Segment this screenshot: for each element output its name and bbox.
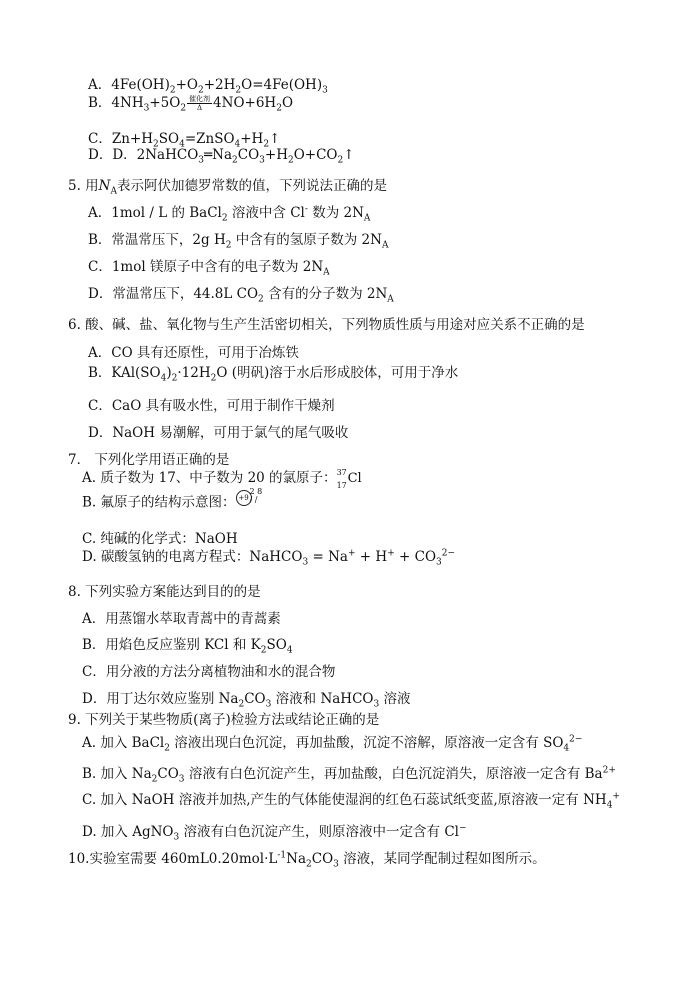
superscript: 2− [569, 734, 583, 745]
q9-stem [68, 711, 379, 729]
element-symbol: Cl [347, 470, 362, 486]
superscript: 2+ [602, 765, 616, 776]
subscript: 3 [333, 859, 339, 870]
option-label: A． [88, 77, 112, 93]
question-text: 10.实验室需要 460mL0.20mol·L [68, 851, 278, 867]
subscript: 2 [287, 155, 294, 166]
subscript: 2 [263, 139, 270, 150]
eq-text: 2NaHCO [136, 147, 199, 163]
subscript: A [323, 267, 330, 278]
q9-option-a [82, 734, 582, 752]
eq-text: +O [175, 77, 198, 93]
q7-option-d [82, 548, 455, 566]
option-text: A. 加入 BaCl [82, 735, 165, 751]
option-text: B．KAl(SO [88, 365, 161, 381]
eq-text: +H [240, 131, 264, 147]
subscript: A [381, 240, 389, 251]
option-text: C．1mol 镁原子中含有的电子数为 2N [88, 259, 324, 275]
eq-text: O+CO [293, 147, 338, 163]
subscript: 3 [436, 557, 442, 568]
superscript: + [347, 548, 356, 559]
shell-electrons: 8 [257, 487, 263, 496]
subscript: 4 [179, 139, 185, 150]
option-label: B． [88, 95, 112, 111]
subscript: 3 [143, 103, 150, 114]
option-text: O (明矾)溶于水后形成胶体，可用于净水 [216, 365, 459, 381]
superscript: − [458, 823, 467, 834]
superscript: -1 [277, 850, 287, 861]
option-text: SO [266, 637, 287, 653]
eq-text: ↑ [343, 147, 355, 163]
option-text: = Na [308, 549, 348, 565]
eq-text: Zn+H [111, 131, 154, 147]
shell-electrons: 2 [249, 487, 255, 496]
q7-stem [68, 451, 229, 469]
option-text: ) [166, 365, 172, 381]
q6-option-c [88, 397, 335, 415]
subscript: 2 [151, 774, 158, 785]
eq-text: 4Fe(OH) [111, 77, 170, 93]
q5-stem [68, 177, 387, 195]
chlorine-nuclide [336, 467, 362, 490]
question-text: Na [286, 851, 307, 867]
subscript: 3 [302, 557, 309, 568]
subscript: 4 [563, 743, 570, 754]
subscript: 3 [373, 699, 380, 710]
option-text: A．CO 具有还原性，可用于冶炼铁 [88, 345, 299, 361]
subscript: A [387, 294, 394, 305]
subscript: 2 [169, 85, 176, 96]
nucleus: +9 [236, 490, 252, 506]
subscript: 4 [234, 139, 241, 150]
subscript: 4 [160, 373, 167, 384]
superscript: 2− [441, 548, 456, 559]
option-text: C．CaO 具有吸水性，可用于制作干燥剂 [88, 398, 335, 414]
question-text: 9. 下列关于某些物质(离子)检验方法或结论正确的是 [68, 712, 380, 728]
option-text: ·12H [177, 365, 211, 381]
q5-option-b [88, 231, 388, 249]
option-text: D．NaOH 易潮解，可用于氯气的尾气吸收 [88, 425, 349, 441]
q9-option-b [82, 765, 616, 783]
q8-option-b [82, 636, 293, 654]
fluorine-structure-diagram [236, 488, 262, 518]
eq-text: 4NO+6H [213, 95, 277, 111]
eq-text: CO [237, 147, 260, 163]
eq-text: O [281, 95, 294, 111]
subscript: 2 [337, 155, 344, 166]
option-text: B. 氟原子的结构示意图： [82, 494, 236, 511]
question-text: CO [311, 851, 334, 867]
q5-option-a [88, 204, 370, 222]
electron-shells: 2 8 / / [249, 487, 263, 504]
subscript: 2 [164, 743, 170, 754]
subscript: 2 [197, 85, 204, 96]
option-label: C． [88, 131, 112, 147]
q7-option-b [82, 488, 262, 518]
reaction-condition [187, 95, 212, 112]
superscript: + [612, 791, 620, 802]
atomic-number: 17 [336, 480, 347, 490]
option-text: + CO [394, 549, 437, 565]
option-text: 含有的分子数为 2N [263, 286, 388, 302]
catalyst-label: 催化剂 [189, 95, 211, 103]
question-text: 溶液，某同学配制过程如图所示。 [338, 851, 546, 867]
subscript: 4 [606, 800, 613, 811]
q7-option-c [82, 530, 238, 548]
eq-text: SO [158, 131, 180, 147]
eq-text: +5O [149, 95, 181, 111]
option-text: 中含有的氢原子数为 2N [231, 232, 382, 248]
q5-option-d [88, 285, 394, 303]
eq-text: O=4Fe(OH) [241, 77, 323, 93]
q5-option-c [88, 258, 330, 276]
q8-option-d [82, 690, 411, 708]
q4-option-d [88, 146, 355, 164]
option-text: D．用丁达尔效应鉴别 Na [82, 691, 239, 707]
eq-text: ═Na [204, 147, 233, 163]
q4-option-b [88, 94, 293, 112]
option-text: D．常温常压下，44.8L CO [88, 286, 259, 302]
avogadro-symbol: N [98, 178, 111, 194]
subscript: 2 [225, 240, 232, 251]
subscript: 2 [306, 859, 312, 870]
subscript: 2 [221, 213, 228, 224]
q6-option-a [88, 344, 299, 362]
subscript: 2 [238, 699, 245, 710]
q8-stem [68, 583, 261, 601]
option-text: 溶液出现白色沉淀，再加盐酸，沉淀不溶解，原溶液一定含有 SO [169, 735, 564, 751]
eq-text: +2H [203, 77, 236, 93]
subscript: 3 [198, 155, 205, 166]
subscript: A [110, 186, 117, 197]
question-text: 7． 下列化学用语正确的是 [68, 452, 230, 468]
q6-stem [68, 316, 585, 334]
eq-text: +H [264, 147, 288, 163]
subscript: 3 [259, 155, 265, 166]
option-text: 溶液和 NaHCO [271, 691, 374, 707]
option-text: 溶液有白色沉淀产生，再加盐酸，白色沉淀消失，原溶液一定含有 Ba [184, 766, 603, 782]
q8-option-a [82, 610, 281, 628]
option-text: + H [355, 549, 388, 565]
option-text: B．常温常压下，2g H [88, 232, 226, 248]
question-text: 8. 下列实验方案能达到目的的是 [68, 584, 261, 600]
option-label: D．D． [88, 147, 137, 163]
superscript: - [304, 204, 308, 215]
subscript: 2 [258, 294, 264, 305]
heat-symbol: Δ [197, 104, 203, 112]
subscript: 2 [260, 645, 267, 656]
subscript: 2 [276, 103, 282, 114]
q10-stem [68, 850, 546, 868]
mass-number: 37 [336, 467, 347, 477]
q9-option-d [82, 823, 467, 841]
option-text: A．1mol / L 的 BaCl [88, 205, 222, 221]
subscript: 2 [210, 373, 217, 384]
subscript: 2 [153, 139, 159, 150]
superscript: + [387, 548, 395, 559]
option-text: 溶液 [379, 691, 411, 707]
option-text: 溶液有白色沉淀产生，则原溶液中一定含有 Cl [179, 824, 459, 840]
subscript: A [363, 213, 371, 224]
option-text: B．用焰色反应鉴别 KCl 和 K [82, 637, 261, 653]
subscript: 2 [171, 373, 178, 384]
subscript: 3 [322, 85, 328, 96]
question-number: 5. 用 [68, 178, 99, 194]
option-text: B. 加入 Na [82, 766, 152, 782]
q6-option-b [88, 364, 458, 382]
subscript: 3 [178, 774, 185, 785]
subscript: 3 [265, 699, 272, 710]
option-text: 数为 2N [307, 205, 364, 221]
subscript: 2 [235, 85, 242, 96]
option-text: CO [157, 766, 179, 782]
option-text: 溶液中含 Cl [227, 205, 305, 221]
question-text: 6. 酸、碱、盐、氧化物与生产生活密切相关，下列物质性质与用途对应关系不正确的是 [68, 317, 585, 333]
eq-text: ↑ [269, 131, 281, 147]
option-text: C．用分液的方法分离植物油和水的混合物 [82, 664, 336, 680]
question-text: 表示阿伏加德罗常数的值，下列说法正确的是 [116, 178, 387, 194]
subscript: 2 [180, 103, 187, 114]
q4-option-a [88, 76, 328, 94]
q6-option-d [88, 424, 348, 442]
q7-option-a [82, 469, 362, 488]
option-text: D. 加入 AgNO [82, 824, 174, 840]
eq-text: 4NH [111, 95, 144, 111]
q8-option-c [82, 663, 335, 681]
subscript: 4 [286, 645, 293, 656]
option-text: A．用蒸馏水萃取青蒿中的青蒿素 [82, 611, 281, 627]
option-text: C. 加入 NaOH 溶液并加热,产生的气体能使湿润的红色石蕊试纸变蓝,原溶液一定有 NH [82, 792, 607, 808]
option-text: D. 碳酸氢钠的电离方程式：NaHCO [82, 549, 303, 565]
option-text: CO [244, 691, 266, 707]
eq-text: =ZnSO [184, 131, 235, 147]
q9-option-c [82, 791, 620, 809]
subscript: 3 [173, 832, 180, 843]
subscript: 2 [232, 155, 238, 166]
option-text: A. 质子数为 17、中子数为 20 的氯原子： [82, 470, 337, 486]
option-text: C. 纯碱的化学式：NaOH [82, 531, 238, 547]
